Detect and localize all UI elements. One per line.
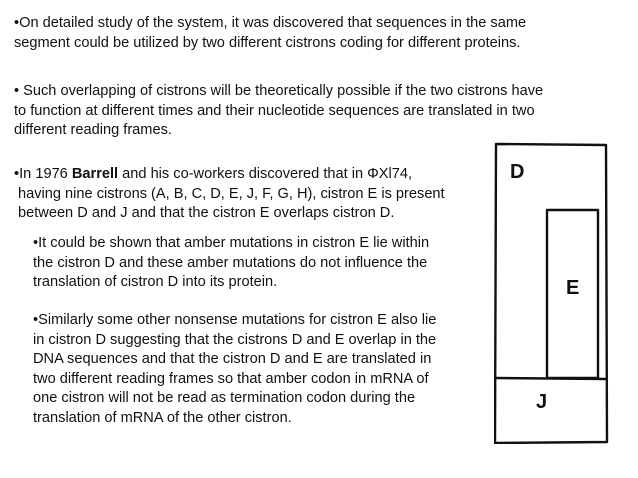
cistron-overlap-diagram [494,142,610,444]
text-line: between D and J and that the cistron E overlaps cistron D. [18,205,395,221]
text-run: •In 1976 [14,166,72,182]
text-line: in cistron D suggesting that the cistrons D and E overlap in the [33,331,437,348]
text-run: and his co-workers discovered that in ΦXl74, [118,166,413,182]
paragraph-overlap-discovery [14,14,574,53]
cistron-j-label: J [536,391,548,413]
cistron-j-divider [495,378,607,379]
text-line: segment could be utilized by two different cistrons coding for different proteins. [14,34,521,51]
text-line: translation of cistron D into its protein. [33,274,278,290]
author-name: Barrell [71,166,119,182]
cistron-d-label: D [510,161,525,183]
paragraph-reading-frames [14,82,624,141]
text-line: •It could be shown that amber mutations in cistron E lie within [33,235,430,251]
text-line: •Similarly some other nonsense mutations for cistron E also lie [33,312,437,328]
paragraph-barrell-1976 [14,165,464,224]
text-line: •On detailed study of the system, it was discovered that sequences in the same [14,15,527,31]
cistron-e-label: E [566,277,580,299]
text-line: to function at different times and their nucleotide sequences are translated in two [14,102,535,119]
text-line: the cistron D and these amber mutations do not influence the [33,254,428,271]
cistron-d-outline [495,144,607,443]
text-line [14,165,464,185]
text-line: • Such overlapping of cistrons will be theoretically possible if the two cistrons have [14,83,544,99]
paragraph-nonsense-mutations [33,311,473,428]
text-line: one cistron will not be read as termination codon during the [33,390,416,406]
paragraph-amber-mutations [33,234,473,293]
text-line: DNA sequences and that the cistron D and E are translated in [33,351,432,367]
text-line: different reading frames. [14,122,172,138]
text-line: two different reading frames so that amber codon in mRNA of [33,370,429,387]
text-line: translation of mRNA of the other cistron. [33,409,292,426]
text-line: having nine cistrons (A, B, C, D, E, J, F, G, H), cistron E is present [18,185,445,202]
